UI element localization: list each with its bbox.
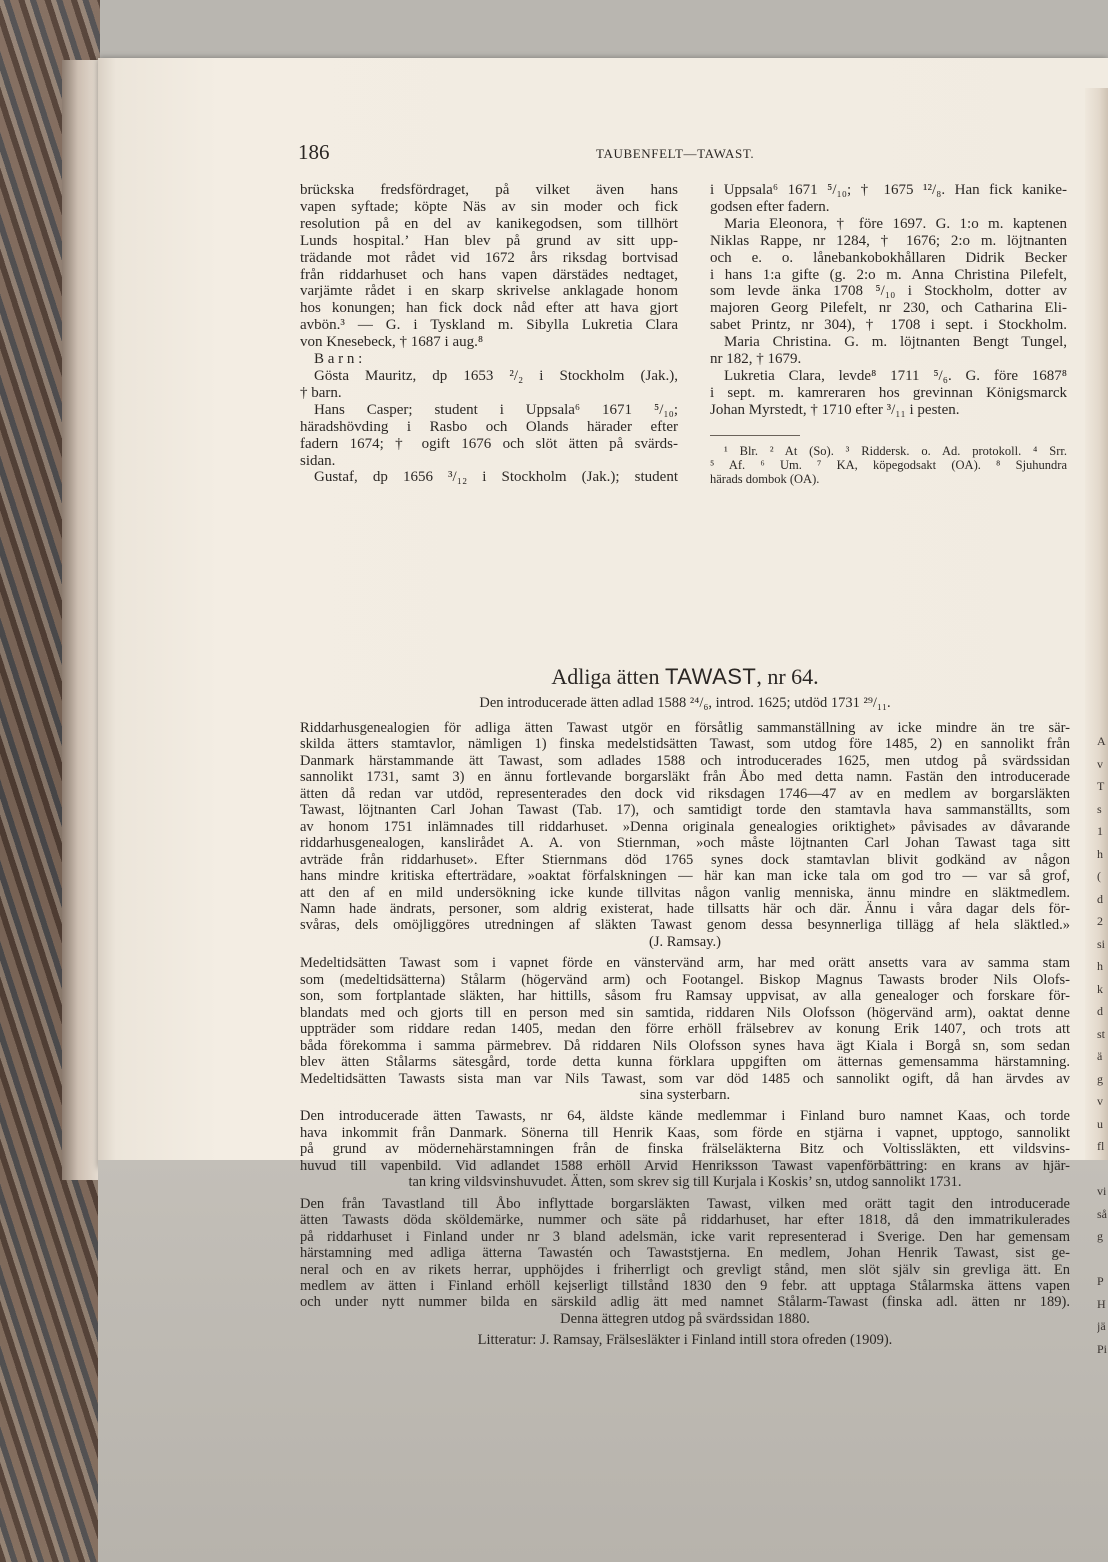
text-line: och under nytt nummer bilda en särskild adlig ätt med namnet Stålarm-Tawast (finska adl. ätten nr 189). [300, 1294, 1070, 1311]
fragment-text [1097, 1158, 1108, 1181]
fragment-text: vi [1097, 1184, 1107, 1198]
footnote-line: härads dombok (OA). [710, 472, 820, 486]
fragment-text: s [1097, 801, 1102, 816]
text-line: hos konungen; han fick dock nåd efter att hava gjort [300, 300, 678, 317]
text-line: godsen efter fadern. [710, 198, 830, 215]
fragment-text: k [1097, 981, 1103, 996]
text-line: Riddarhusgenealogien för adliga ätten Tawast utgör en försåtlig sammanställning av icke mindre än tre sär- [300, 720, 1070, 736]
text-line: B a r n : [314, 351, 363, 368]
fragment-text: P [1097, 1274, 1104, 1288]
text-line: svåras, dels omöjliggöres utredningen af släkten Tawast genom dessa besynnerliga tillägg af hela släktled.» [300, 917, 1070, 934]
text-line: i Uppsala⁶ 1671 ⁵/₁₀; † 1675 ¹²/₈. Han fick kanike- [710, 182, 1067, 198]
heading-suffix: , nr 64. [756, 664, 819, 689]
fragment-text: h [1097, 846, 1103, 861]
fragment-text: v [1097, 1094, 1103, 1108]
fragment-text: si [1097, 936, 1106, 951]
fragment-text: T [1097, 779, 1105, 793]
heading-family-name: TAWAST [664, 664, 757, 689]
fragment-text: g [1097, 1229, 1103, 1243]
fragment-text: Pi [1097, 1341, 1108, 1356]
text-line: sannolikt 1731, samt 3) en ännu fortlevande borgarsläkt från Åbo med detta namn. Fastän den introducerade [300, 769, 1070, 786]
text-line: sidan. [300, 452, 336, 469]
page-number: 186 [298, 140, 330, 164]
text-line: Gustaf, dp 1656 ³/₁₂ i Stockholm (Jak.); student [314, 469, 678, 486]
text-line: Maria Eleonora, † före 1697. G. 1:o m. kaptenen [724, 215, 1067, 232]
text-line: Maria Christina. G. m. löjtnanten Bengt Tungel, [724, 334, 1067, 351]
right-column [710, 182, 1067, 419]
text-line: i sept. m. kamreraren hos grevinnan Königsmarck [710, 384, 1067, 401]
paragraph [300, 1332, 1070, 1348]
fragment-text: A [1097, 734, 1106, 748]
fragment-text: v [1097, 756, 1103, 771]
text-line: sabet Printz, nr 304), † 1708 i sept. i Stockholm. [710, 317, 1067, 334]
fragment-text: jä [1097, 1319, 1106, 1333]
fragment-text: H [1097, 1296, 1106, 1311]
text-line: sina systerbarn. [639, 1086, 731, 1103]
text-line: Medeltidsätten Tawasts sista man var Nils Tawast, som var död 1485 och sannolikt ogift, då han ärvdes av [300, 1070, 1070, 1087]
text-line: häradshövding i Rasbo och Olands härader efter [300, 418, 678, 435]
text-line: blandats med och gjorts till en person med sin samtida, riddaren Nils Olofsson (högervänd arm), oaktat denne [300, 1004, 1070, 1021]
text-line: † barn. [300, 384, 342, 401]
text-line: neral och en av rikets herrar, upphöjdes i friherrligt och grevligt stånd, men slöt själv sin grevliga ätt. En [300, 1261, 1070, 1278]
text-line: nr 182, † 1679. [710, 351, 802, 368]
section-heading [300, 664, 1070, 690]
text-line: Gösta Mauritz, dp 1653 ²/₂ i Stockholm (Jak.), [314, 367, 678, 384]
paragraph [300, 720, 1070, 950]
left-column [300, 182, 678, 486]
fragment-text: st [1097, 1026, 1106, 1041]
text-line: Lukretia Clara, levde⁸ 1711 ⁵/₆. G. före 1687⁸ [724, 367, 1067, 384]
text-line: och e. o. lånebankobokhållaren Didrik Becker [710, 249, 1067, 266]
text-line: (J. Ramsay.) [649, 933, 721, 950]
fragment-text [1097, 1248, 1108, 1271]
facing-page-fragments [1097, 730, 1108, 1360]
text-line: Hans Casper; student i Uppsala⁶ 1671 ⁵/₁₀; [314, 401, 678, 418]
text-line: tan kring vildsvinshuvudet. Ätten, som skrev sig till Kurjala i Koskis’ sn, utdog sannolikt 1731. [408, 1174, 962, 1191]
paragraph [300, 955, 1070, 1103]
text-line: brückska fredsfördraget, på vilket även hans [300, 182, 678, 198]
text-line: fadern 1674; † ogift 1676 och slöt ätten på svärds- [300, 435, 678, 452]
text-line: Medeltidsätten Tawast som i vapnet förde en vänstervänd arm, har med orätt ansetts vara av samma stam [300, 955, 1070, 972]
running-title: TAUBENFELT—TAWAST. [596, 146, 755, 161]
text-line: medlem av ätten i Finland erhöll kejserligt tillstånd 1830 den 9 febr. att upptaga Stålarmska ättens vapen [300, 1277, 1070, 1294]
text-line: Danmark härstammande ätt Tawast, som adlades 1588 och introducerades 1625, men utdog på svärdssidan [300, 752, 1070, 769]
text-line: som levde änka 1708 ⁵/₁₀ i Stockholm, dotter av [710, 283, 1067, 300]
fragment-text: u [1097, 1116, 1103, 1131]
book-board-edge [62, 60, 102, 1180]
text-line: båda förekomma i samma pärmebrev. Då riddaren Nils Olofsson synes hava ägt Kiala i Borgå sn, som sedan [300, 1037, 1070, 1054]
fragment-text: ( [1097, 869, 1101, 883]
text-line: resolution på en del av kanikegodsen, som tillhört [300, 215, 678, 232]
text-line: Litteratur: J. Ramsay, Frälsesläkter i Finland intill stora ofreden (1909). [477, 1332, 893, 1349]
section-subheading: Den introducerade ätten adlad 1588 ²⁴/₆, introd. 1625; utdöd 1731 ²⁹/₁₁. [479, 695, 891, 711]
text-line: Denna ättegren utdog på svärdssidan 1880. [560, 1310, 810, 1327]
fragment-text: ä [1097, 1049, 1103, 1063]
text-line: Tawast, löjtnanten Carl Johan Tawast (Tab. 17), och samtidigt torde den stamtavla hava sammanställts, som [300, 802, 1070, 819]
paragraph [300, 1108, 1070, 1190]
text-line: riddarhusgenealogen, kanslirådet A. A. von Stiernman, »och måste löjtnanten Carl Johan Tawast taga sitt [300, 835, 1070, 852]
text-line: varjämte rådet i en skarp skrivelse anklagade honom [300, 283, 678, 300]
text-line: Johan Myrstedt, † 1710 efter ³/₁₁ i pesten. [710, 401, 960, 418]
fragment-text: så [1097, 1206, 1107, 1221]
text-line: huvud till vapenbild. Vid adlandet 1588 erhöll Arvid Henriksson Tawast vapenförbättring: en krans av hjär- [300, 1157, 1070, 1174]
text-line: vapen syftade; köpte Näs av sin moder och fick [300, 198, 678, 215]
footnote-rule [710, 435, 800, 436]
text-line: på grund av mödernehärstamningen från de finska frälseläkterna Bitz och Voltissläkten, ett vildsvins- [300, 1141, 1070, 1158]
text-line: Niklas Rappe, nr 1284, † 1676; 2:o m. löjtnanten [710, 232, 1067, 249]
fragment-text: h [1097, 959, 1103, 973]
fragment-text: fl [1097, 1139, 1105, 1153]
text-line: skilda ätters stamtavlor, nämligen 1) finska medelstidsätten Tawast, som utdog före 1485, 2) en sannolikt från [300, 736, 1070, 753]
text-line: uppträder som riddare redan 1405, medan den förre erhöll frälsebrev av konung Erik 1407, och trots att [300, 1021, 1070, 1038]
section-body [300, 720, 1070, 1354]
footnote-line: ⁵ Af. ⁶ Um. ⁷ KA, köpegodsakt (OA). ⁸ Sjuhundra [710, 458, 1067, 472]
text-line: härstamning med adliga ätterna Tawastén och Tawaststjerna. En medlem, Johan Henrik Tawast, sist ge- [300, 1245, 1070, 1262]
footnote-line: ¹ Blr. ² At (So). ³ Riddersk. o. Ad. protokoll. ⁴ Srr. [724, 444, 1067, 458]
text-line: Namn hade ändrats, personer, som aldrig existerat, hade tillsatts här och där. Ännu i våra dagar dels för- [300, 900, 1070, 917]
fragment-text: 1 [1097, 824, 1103, 838]
footnotes [710, 444, 1067, 486]
text-line: ätten Tawasts döda sköldemärke, nummer och säte på riddarhuset, har efter 1818, då den immatrikulerades [300, 1212, 1070, 1229]
text-line: i hans 1:a gifte (g. 2:o m. Anna Christina Pilefelt, [710, 266, 1067, 283]
fragment-text: d [1097, 891, 1103, 906]
text-line: Lunds hospital.’ Han blev på grund av sitt upp- [300, 232, 678, 249]
text-line: trädande mot rådet vid 1672 års riksdag bortvisad [300, 249, 678, 266]
text-line: son, som fortplantade släkten, har hittills, såsom fru Ramsay uppvisat, av alla genealoger och forskare för- [300, 988, 1070, 1005]
text-line: att den af en mild undersökning icke kunde tillvitas någon vanlig menniska, ännu mindre en släktmedlem. [300, 884, 1070, 901]
heading-prefix: Adliga ätten [551, 664, 660, 689]
fragment-text: 2 [1097, 914, 1103, 928]
fragment-text: g [1097, 1071, 1103, 1086]
text-line: avbön.³ — G. i Tyskland m. Sibylla Lukretia Clara [300, 317, 678, 334]
text-line: hava inkommit från Danmark. Sönerna till Henrik Kaas, som förde en stjärna i vapnet, upptogo, sannolikt [300, 1124, 1070, 1141]
text-line: som (medeltidsätterna) Stålarm (högervänd arm) och Footangel. Biskop Magnus Tawasts broder Nils Olofs- [300, 971, 1070, 988]
text-line: avträde från riddarhuset». Efter Stiernmans död 1765 synes dock stamtavlan blivit godkänd av någon [300, 851, 1070, 868]
text-line: Den från Tavastland till Åbo inflyttade borgarsläkten Tawast, vilken med orätt tagit den introducerade [300, 1195, 1070, 1212]
text-line: hans mindre kritiska efterträdare, »oaktat förfalskningen — här kan man icke tala om god tro — var så grof, [300, 868, 1070, 885]
text-line: Den introducerade ätten Tawasts, nr 64, äldste kände medlemmar i Finland buro namnet Kaas, och torde [300, 1108, 1070, 1125]
text-line: av honom 1751 inlämnades till riddarhuset. »Denna originala genealogies oriktighet» påvisades av dåvarande [300, 818, 1070, 835]
text-line: majoren Georg Pilefelt, nr 230, och Catharina Eli- [710, 300, 1067, 317]
text-line: blev ätten Stålarms sätesgård, torde detta kunna förklara uppgiften om ätternas gemensamma härstamning. [300, 1054, 1070, 1071]
fragment-text: d [1097, 1004, 1103, 1018]
text-line: från riddarhuset och hans vapen därstädes nedtaget, [300, 266, 678, 283]
text-line: von Knesebeck, † 1687 i aug.⁸ [300, 334, 484, 351]
text-line: ätten då redan var utdöd, representerades den dock vid riksdagen 1746—47 av en medlem av borgarsläkten [300, 785, 1070, 802]
paragraph [300, 1196, 1070, 1328]
text-line: på riddarhuset i Finland under nr 3 bland adelsmän, icke varit representerad i Sverige. Den har gemensam [300, 1228, 1070, 1245]
